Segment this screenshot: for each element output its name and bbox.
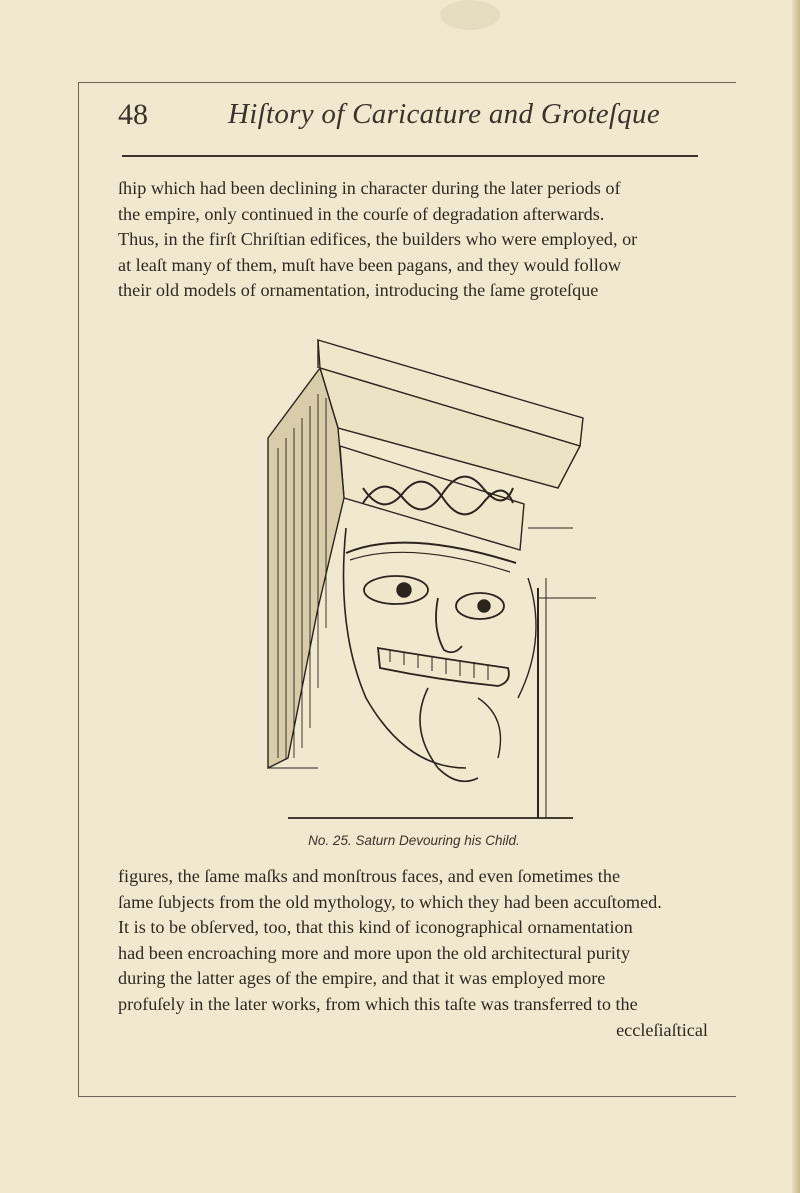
page-edge — [792, 0, 800, 1193]
catchword: eccleſiaſtical — [616, 1019, 708, 1040]
page-header — [118, 98, 698, 146]
text-line: during the latter ages of the empire, and that it was employed more — [118, 968, 606, 989]
running-title: Hiſtory of Caricature and Groteſque — [228, 98, 661, 130]
paragraph-top — [118, 176, 708, 304]
text-line: Thus, in the firſt Chriſtian edifices, the builders who were employed, or — [118, 229, 638, 250]
frame-rule-bottom — [78, 1096, 736, 1097]
frame-rule-left — [78, 82, 79, 1096]
paragraph-bottom — [118, 864, 708, 1043]
figure-number: No. 25. — [308, 833, 352, 848]
text-line: their old models of ornamentation, introducing the ſame groteſque — [118, 280, 599, 301]
figure-caption — [232, 833, 596, 848]
header-rule — [122, 155, 698, 157]
text-line: ſhip which had been declining in character during the later periods of — [118, 178, 621, 198]
text-line: at leaſt many of them, muſt have been pagans, and they would follow — [118, 254, 622, 275]
frame-rule-top — [78, 82, 736, 83]
engraving-illustration — [228, 328, 598, 828]
text-line: the empire, only continued in the courſe of degradation afterwards. — [118, 203, 605, 224]
text-line: figures, the ſame maſks and monſtrous faces, and even ſometimes the — [118, 866, 621, 886]
text-line: had been encroaching more and more upon the old architectural purity — [118, 942, 631, 963]
text-line: ſame ſubjects from the old mythology, to which they had been accuſtomed. — [118, 891, 662, 912]
text-line: profuſely in the later works, from which this taſte was transferred to the — [118, 993, 638, 1014]
paper-stain — [440, 0, 500, 30]
page-number: 48 — [118, 98, 148, 131]
text-line: It is to be obſerved, too, that this kind of iconographical ornamentation — [118, 917, 633, 938]
figure-title: Saturn Devouring his Child. — [355, 833, 520, 848]
